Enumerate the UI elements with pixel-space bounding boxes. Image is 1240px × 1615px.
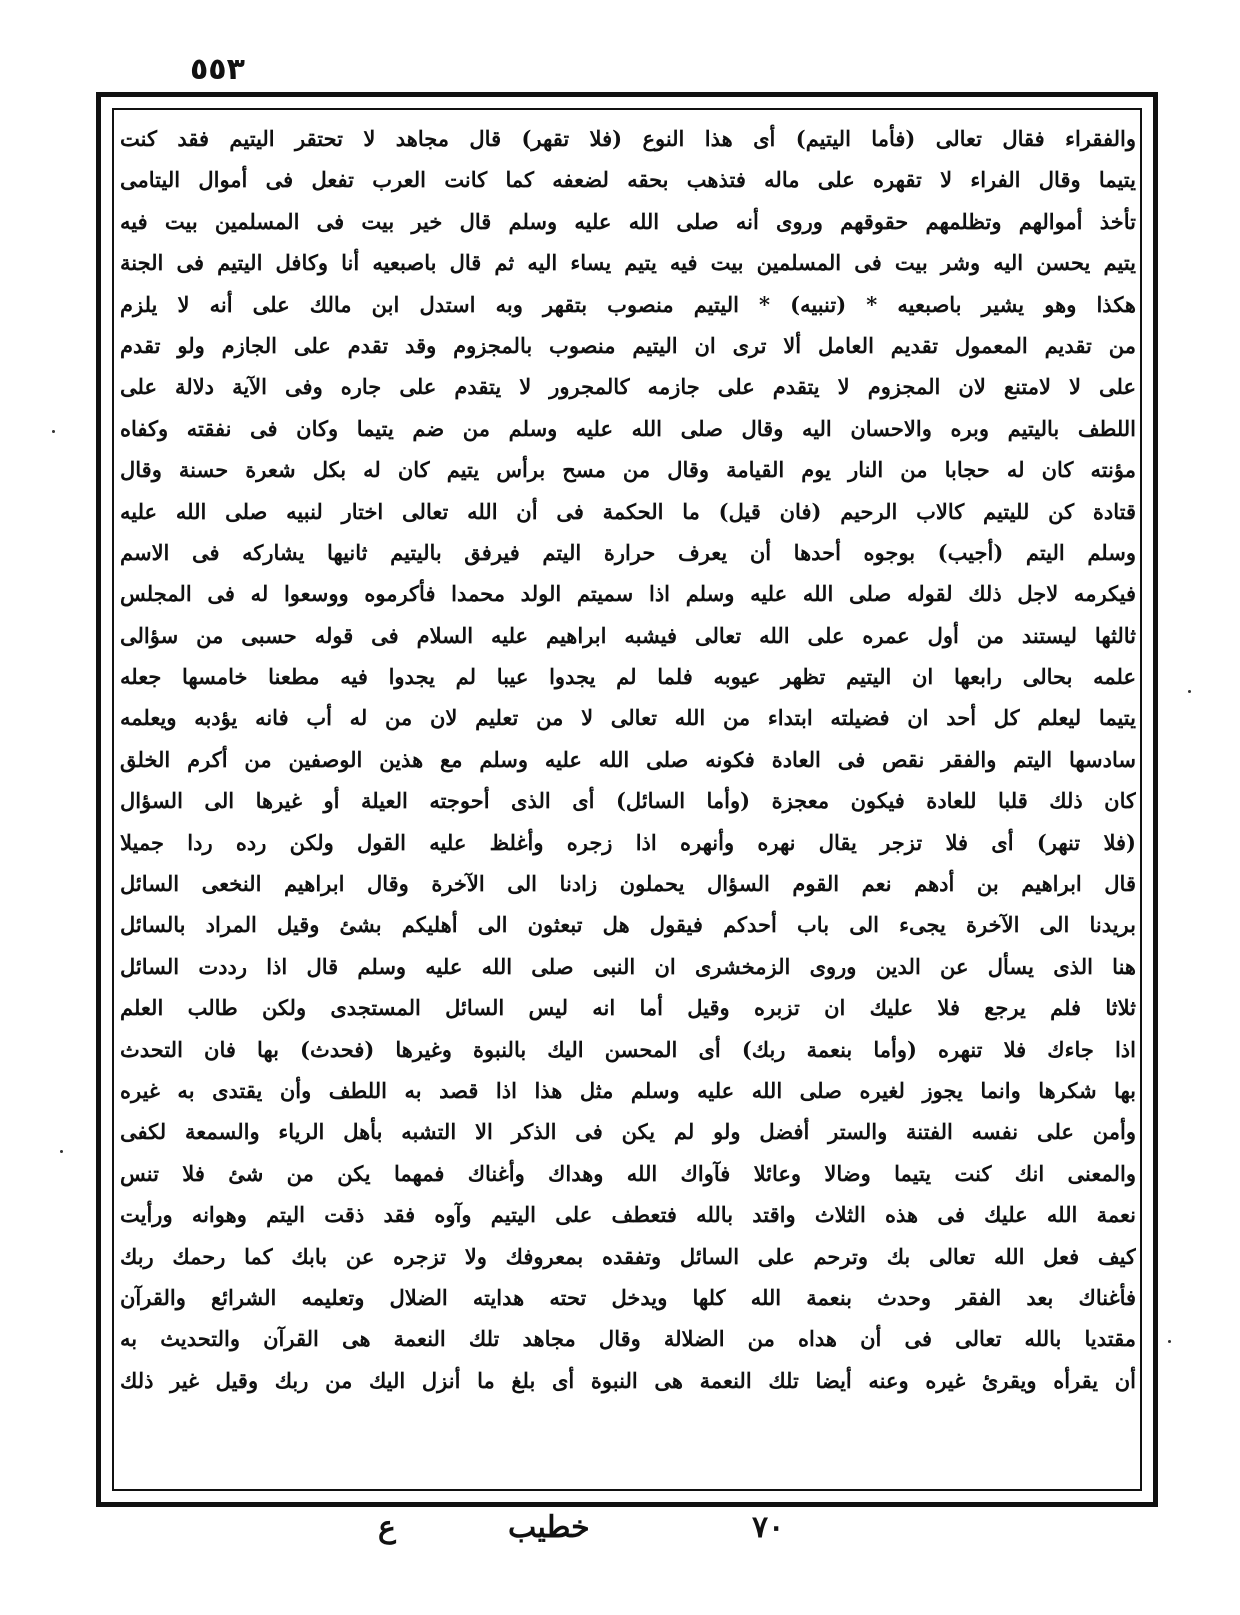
text-line: قتادة كن لليتيم كالاب الرحيم (فان قيل) ما الحكمة فى أن الله تعالى اختار لنبيه صلى الله عليه	[120, 498, 1136, 524]
text-line: كيف فعل الله تعالى بك وترحم على السائل وتفقده بمعروفك ولا تزجره عن بابك كما رحمك ربك	[120, 1243, 1136, 1269]
text-line: وأمن على نفسه الفتنة والستر أفضل ولو لم يكن فى الذكر الا التشبه بأهل الرياء والسمعة لكفى	[120, 1119, 1136, 1145]
text-line: بريدنا الى الآخرة يجىء الى باب أحدكم فيقول هل تبعثون الى أهليكم بشئ وقيل المراد بالسائل	[120, 912, 1136, 938]
text-line: ثلاثا فلم يرجع فلا عليك ان تزبره وقيل أما انه ليس السائل المستجدى ولكن طالب العلم	[120, 995, 1136, 1021]
text-line: علمه بحالى رابعها ان اليتيم تظهر عيوبه فلما لم يجدوا عيبا لم يجدوا فيه مطعنا خامسها جعله	[120, 664, 1136, 690]
scan-speck	[60, 1150, 63, 1153]
text-line: والفقراء فقال تعالى (فأما اليتيم) أى هذا النوع (فلا تقهر) قال مجاهد لا تحتقر اليتيم فقد كنت	[120, 126, 1136, 151]
text-line: يتيما ليعلم كل أحد ان فضيلته ابتداء من الله تعالى لا من تعليم لان من له أب فانه يؤدبه ويعلمه	[120, 705, 1136, 731]
text-line: يتيما وقال الفراء لا تقهره على ماله فتذهب بحقه لضعفه كما كانت العرب تفعل فى أموال اليتامى	[120, 167, 1136, 193]
text-line: والمعنى انك كنت يتيما وضالا وعائلا فآواك الله وهداك وأغناك فمهما يكن من شئ فلا تنس	[120, 1160, 1136, 1186]
scan-speck	[1168, 1340, 1171, 1343]
page-number: ٥٥٣	[190, 52, 245, 87]
text-line: (فلا تنهر) أى فلا تزجر يقال نهره وأنهره اذا زجره وأغلظ عليه القول ولكن رده ردا جميلا	[120, 829, 1136, 855]
text-line: ثالثها ليستند من أول عمره على الله تعالى فيشبه ابراهيم عليه السلام فى قوله حسبى من سؤالى	[120, 622, 1136, 648]
page-footer	[0, 1510, 1240, 1570]
text-line: على لا لامتنع لان المجزوم لا يتقدم على جازمه كالمجرور لا يتقدم على جاره وفى الآية دلالة على	[120, 374, 1136, 400]
text-line: اذا جاءك فلا تنهره (وأما بنعمة ربك) أى المحسن اليك بالنبوة وغيرها (فحدث) بها فان التحدث	[120, 1036, 1136, 1062]
text-line: من تقديم المعمول تقديم العامل ألا ترى ان اليتيم منصوب بالمجزوم وقد تقدم على الجازم ولو تقدم	[120, 332, 1136, 358]
text-line: أن يقرأه ويقرئ غيره وعنه أيضا تلك النعمة هى النبوة أى بلغ ما أنزل اليك من ربك وقيل غير ذلك	[120, 1367, 1136, 1393]
text-line: كان ذلك قلبا للعادة فيكون معجزة (وأما السائل) أى الذى أحوجته العيلة أو غيرها الى السؤال	[120, 788, 1136, 814]
text-line: نعمة الله عليك فى هذه الثلاث واقتد بالله فتعطف على اليتيم وآوه فقد ذقت اليتم وهوانه ورأيت	[120, 1202, 1136, 1228]
text-line: فيكرمه لاجل ذلك لقوله صلى الله عليه وسلم اذا سميتم الولد محمدا فأكرموه ووسعوا له فى المجلس	[120, 581, 1136, 607]
text-line: هنا الذى يسأل عن الدين وروى الزمخشرى ان النبى صلى الله عليه وسلم قال اذا رددت السائل	[120, 953, 1136, 979]
text-line: وسلم اليتم (أجيب) بوجوه أحدها أن يعرف حرارة اليتم فيرفق باليتيم ثانيها يشاركه فى الاسم	[120, 539, 1136, 565]
text-line: مقتديا بالله تعالى فى أن هداه من الضلالة وقال مجاهد تلك النعمة هى القرآن والتحديث به	[120, 1326, 1136, 1352]
text-line: اللطف باليتيم وبره والاحسان اليه وقال صلى الله عليه وسلم من ضم يتيما وكان فى نفقته وكفاه	[120, 415, 1136, 441]
scan-speck	[52, 430, 55, 433]
text-line: فأغناك بعد الفقر وحدث بنعمة الله كلها ويدخل تحته هدايته الضلال وتعليمه الشرائع والقرآن	[120, 1284, 1136, 1310]
footer-sheet-number: ٧٠	[752, 1510, 785, 1545]
footer-section-label: خطيب	[508, 1510, 590, 1545]
text-line: بها شكرها وانما يجوز لغيره صلى الله عليه وسلم مثل هذا اذا قصد به اللطف وأن يقتدى به غيره	[120, 1077, 1136, 1103]
scan-speck	[1188, 690, 1191, 693]
text-line: يتيم يحسن اليه وشر بيت فى المسلمين بيت فيه يتيم يساء اليه ثم قال باصبعيه أنا وكافل اليتيم فى الجنة	[120, 250, 1136, 276]
text-line: سادسها اليتم والفقر نقص فى العادة فكونه صلى الله عليه وسلم مع هذين الوصفين من أكرم الخلق	[120, 746, 1136, 772]
text-line: هكذا وهو يشير باصبعيه * (تنبيه) * اليتيم منصوب بتقهر وبه استدل ابن مالك على أنه لا يلزم	[120, 291, 1136, 317]
text-line: قال ابراهيم بن أدهم نعم القوم السؤال يحملون زادنا الى الآخرة وقال ابراهيم النخعى السائل	[120, 871, 1136, 897]
footer-signature-letter: ع	[378, 1510, 396, 1545]
main-text-block	[120, 118, 1136, 1486]
text-line: تأخذ أموالهم وتظلمهم حقوقهم وروى أنه صلى الله عليه وسلم قال خير بيت فى المسلمين بيت فيه	[120, 208, 1136, 234]
text-line: مؤنته كان له حجابا من النار يوم القيامة وقال من مسح برأس يتيم كان له بكل شعرة حسنة وقال	[120, 457, 1136, 483]
